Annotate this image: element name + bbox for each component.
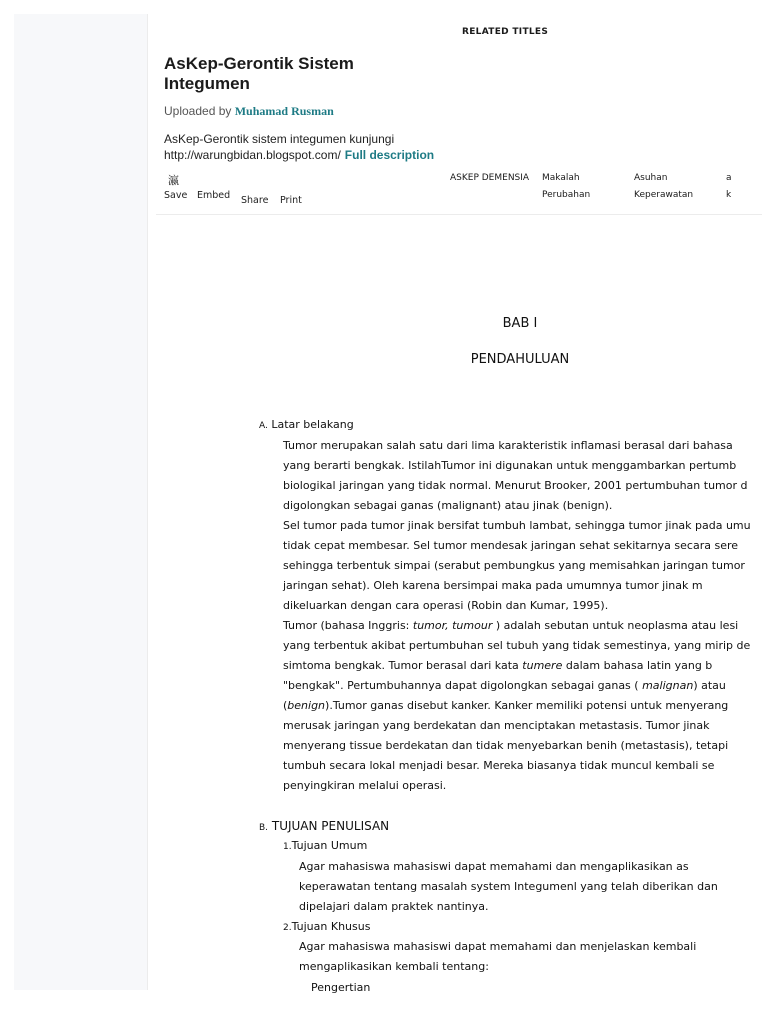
section-a-heading: A. Latar belakang (259, 418, 354, 431)
paragraph-line: biologikal jaringan yang tidak normal. Menurut Brooker, 2001 pertumbuhan tumor d (283, 479, 748, 492)
chapter-heading: BAB I (502, 316, 538, 331)
paragraph-line: tumbuh secara lokal menjadi besar. Mereka biasanya tidak muncul kembali se (283, 759, 715, 772)
document-title (164, 54, 404, 94)
uploader-link[interactable]: Muhamad Rusman (234, 104, 334, 118)
document-header (156, 14, 762, 215)
paragraph-line: penyingkiran melalui operasi. (283, 779, 447, 792)
paragraph-line: mengaplikasikan kembali tentang: (299, 960, 489, 973)
subsection-1-heading: 1.Tujuan Umum (283, 839, 368, 852)
paragraph-line: jaringan sehat). Oleh karena bersimpai maka pada umumnya tumor jinak m (283, 579, 703, 592)
uploaded-prefix: Uploaded by (164, 104, 232, 118)
left-sidebar (14, 14, 148, 990)
paragraph-line: (benign).Tumor ganas disebut kanker. Kanker memiliki potensi untuk menyerang (283, 699, 729, 712)
paragraph-line: "bengkak". Pertumbuhannya dapat digolongkan sebagai ganas ( malignan) atau (283, 679, 726, 692)
uploaded-by (164, 104, 334, 119)
related-titles-heading: RELATED TITLES (462, 27, 549, 37)
document-page (156, 214, 762, 1014)
document-title-line2: Integumen (164, 74, 250, 93)
description-line2: http://warungbidan.blogspot.com/ (164, 148, 341, 162)
subsection-2-heading: 2.Tujuan Khusus (283, 920, 371, 933)
paragraph-line: Tumor (bahasa Inggris: tumor, tumour ) adalah sebutan untuk neoplasma atau lesi (283, 619, 739, 632)
document-description (164, 131, 454, 163)
paragraph-line: merusak jaringan yang berdekatan dan menciptakan metastasis. Tumor jinak (283, 719, 710, 732)
embed-button[interactable]: Embed (197, 190, 231, 201)
print-button[interactable]: Print (280, 195, 302, 206)
paragraph-line: sehingga terbentuk simpai (serabut pembungkus yang memisahkan jaringan tumor (283, 559, 745, 572)
chapter-title: PENDAHULUAN (470, 352, 570, 367)
paragraph-line: dipelajari dalam praktek nantinya. (299, 900, 489, 913)
paragraph-line: yang berarti bengkak. IstilahTumor ini digunakan untuk menggambarkan pertumb (283, 459, 737, 472)
paragraph-line: digolongkan sebagai ganas (malignant) atau jinak (benign). (283, 499, 613, 512)
paragraph-line: Agar mahasiswa mahasiswi dapat memahami dan menjelaskan kembali (299, 940, 697, 953)
list-item: Pengertian (311, 981, 371, 994)
related-title-item[interactable]: Makalah Perubahan (542, 173, 591, 200)
paragraph-line: Agar mahasiswa mahasiswi dapat memahami dan mengaplikasikan as (299, 860, 689, 873)
share-button[interactable]: Share (241, 195, 269, 206)
paragraph-line: dikeluarkan dengan cara operasi (Robin dan Kumar, 1995). (283, 599, 609, 612)
full-description-link[interactable]: Full description (344, 148, 435, 162)
action-toolbar (164, 172, 324, 208)
paragraph-line: yang terbentuk akibat pertumbuhan sel tubuh yang tidak semestinya, yang mirip de (283, 639, 751, 652)
paragraph-line: tidak cepat membesar. Sel tumor mendesak jaringan sehat sekitarnya secara sere (283, 539, 739, 552)
paragraph-line: Tumor merupakan salah satu dari lima karakteristik inflamasi berasal dari bahasa (283, 439, 733, 452)
paragraph-line: menyerang tissue berdekatan dan tidak menyebarkan benih (metastasis), tetapi (283, 739, 729, 752)
document-title-line1: AsKep-Gerontik Sistem (164, 54, 354, 73)
save-button[interactable]: Save (164, 190, 188, 201)
related-title-item[interactable]: Asuhan Keperawatan (634, 173, 694, 200)
description-line1: AsKep-Gerontik sistem integumen kunjungi (164, 132, 395, 146)
related-title-item[interactable]: a k (726, 173, 732, 200)
section-b-heading: B. TUJUAN PENULISAN (259, 819, 390, 833)
paragraph-line: simtoma bengkak. Tumor berasal dari kata tumere dalam bahasa latin yang b (283, 659, 713, 672)
paragraph-line: Sel tumor pada tumor jinak bersifat tumbuh lambat, sehingga tumor jinak pada umu (283, 519, 751, 532)
save-icon[interactable]: 瀛 (168, 174, 179, 187)
paragraph-line: keperawatan tentang masalah system Integumenl yang telah diberikan dan (299, 880, 718, 893)
related-title-item[interactable]: ASKEP DEMENSIA (450, 173, 530, 183)
